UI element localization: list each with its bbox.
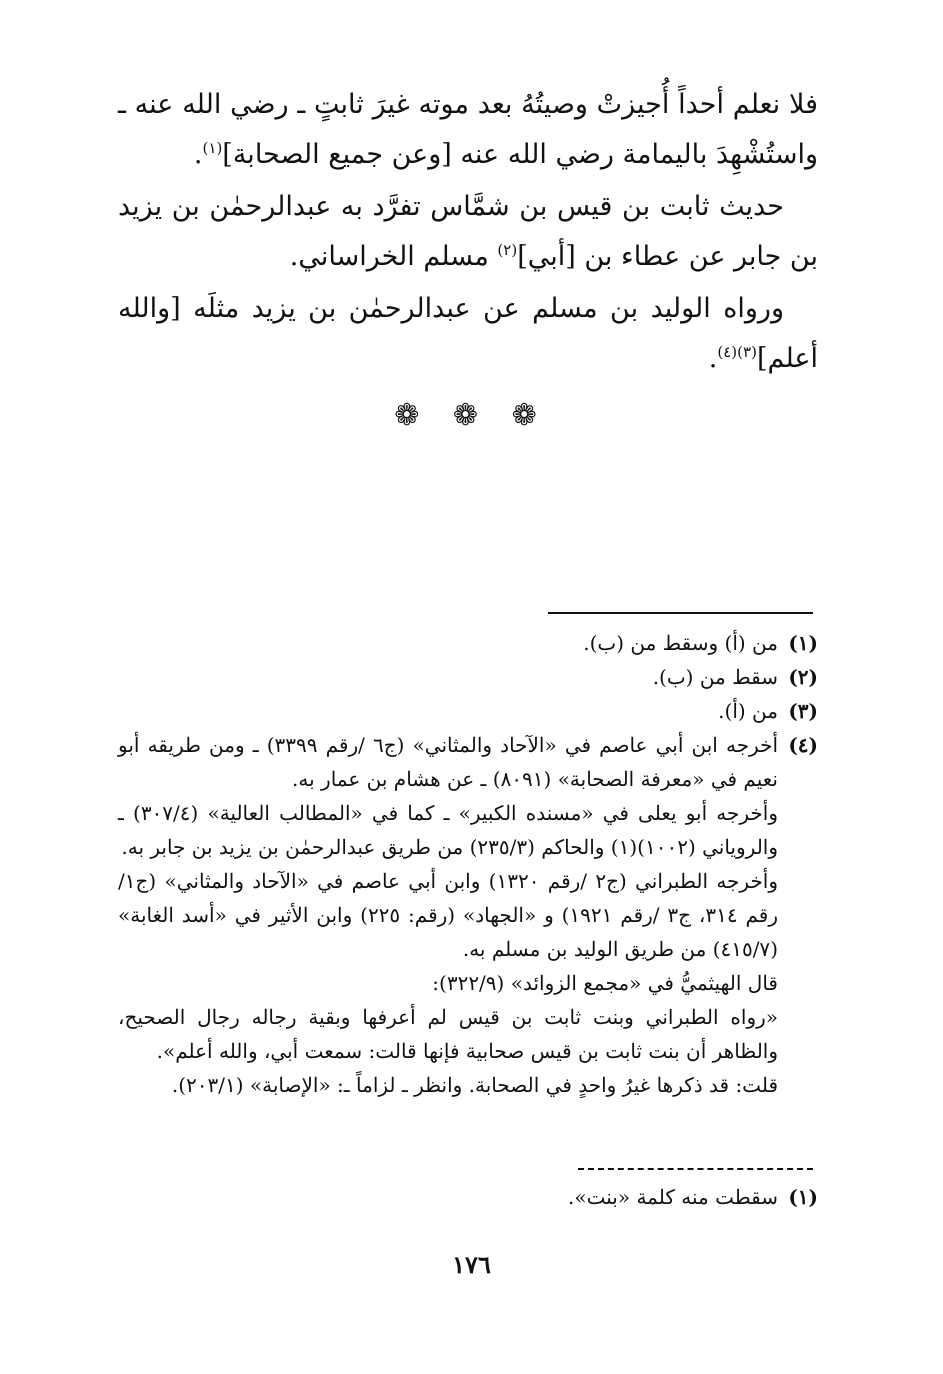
paragraph-3 [118,284,818,384]
footnote-2 [118,660,818,694]
footnote-number: (١) [788,631,818,655]
footnote-text: من (أ). [718,699,778,723]
paragraph-2 [118,182,818,282]
footnote-text: أخرجه ابن أبي عاصم في «الآحاد والمثاني» (ج٦ /رقم ٣٣٩٩) ـ ومن طريقه أبو نعيم في «معرفة الصحابة» (٨٠٩١) ـ عن هشام بن عمار به. [118,733,779,791]
subfootnote-text: سقطت منه كلمة «بنت». [568,1185,778,1209]
paragraph-3-text: ورواه الوليد بن مسلم عن عبدالرحمٰن بن يزيد مثلَه [والله أعلم] [118,293,818,374]
footnote-number: (٢) [788,665,818,689]
paragraph-2-text-a: حديث ثابت بن قيس بن شمَّاس تفرَّد به عبدالرحمٰن بن يزيد بن جابر عن عطاء بن [أبي] [118,191,818,272]
page-number: ١٧٦ [452,1250,491,1279]
footnote-number: (٣) [788,699,818,723]
paragraph-3-end: . [708,343,718,374]
footnote-text: وأخرجه الطبراني (ج٢ /رقم ١٣٢٠) وابن أبي عاصم في «الآحاد والمثاني» (ج١/ رقم ٣١٤، ج٣ /رقم ١٩٢١) و «الجهاد» (رقم: ٢٢٥) وابن الأثير في «أسد الغابة» (٤١٥/٧) من طريق الوليد بن مسلم به. [118,869,779,961]
subfootnote-number: (١) [788,1185,818,1209]
footnote-ref-1[interactable]: (١) [202,139,223,157]
footnote-separator [548,612,813,614]
footnote-4 [118,728,818,1102]
footnote-text: وأخرجه أبو يعلى في «مسنده الكبير» ـ كما في «المطالب العالية» (٣٠٧/٤) ـ والروياني (١٠٠٢)(١) والحاكم (٢٣٥/٣) من طريق عبدالرحمٰن بن يزيد بن جابر به. [118,801,778,859]
paragraph-1-end: . [193,139,203,170]
footnote-1 [118,626,818,660]
footnote-text: «رواه الطبراني وبنت ثابت بن قيس لم أعرفها وبقية رجاله رجال الصحيح، والظاهر أن بنت ثابت بن قيس صحابية فإنها قالت: سمعت أبي، والله أعلم». [118,1005,778,1063]
footnote-text: من (أ) وسقط من (ب). [583,631,778,655]
footnote-ref-3-4[interactable]: (٣)(٤) [717,343,757,361]
subfootnote [118,1180,818,1214]
section-ornaments: ❁ ❁ ❁ [394,398,549,433]
footnote-text: قلت: قد ذكرها غيرُ واحدٍ في الصحابة. وانظر ـ لزاماً ـ: «الإصابة» (٢٠٣/١). [171,1073,778,1097]
paragraph-2-text-b: مسلم الخراساني. [289,241,498,272]
footnote-number: (٤) [788,733,818,757]
footnote-text: قال الهيثميُّ في «مجمع الزوائد» (٣٢٢/٩): [432,971,778,995]
footnotes [118,626,818,1102]
footnote-3 [118,694,818,728]
paragraph-1 [118,80,818,180]
footnote-ref-2[interactable]: (٢) [497,241,518,259]
paragraph-1-text: فلا نعلم أحداً أُجيزتْ وصيتُهُ بعد موته غيرَ ثابتٍ ـ رضي الله عنه ـ واستُشْهِدَ باليمامة رضي الله عنه [وعن جميع الصحابة] [118,89,818,170]
footnote-text: سقط من (ب). [652,665,778,689]
subfootnote-separator [578,1168,813,1170]
